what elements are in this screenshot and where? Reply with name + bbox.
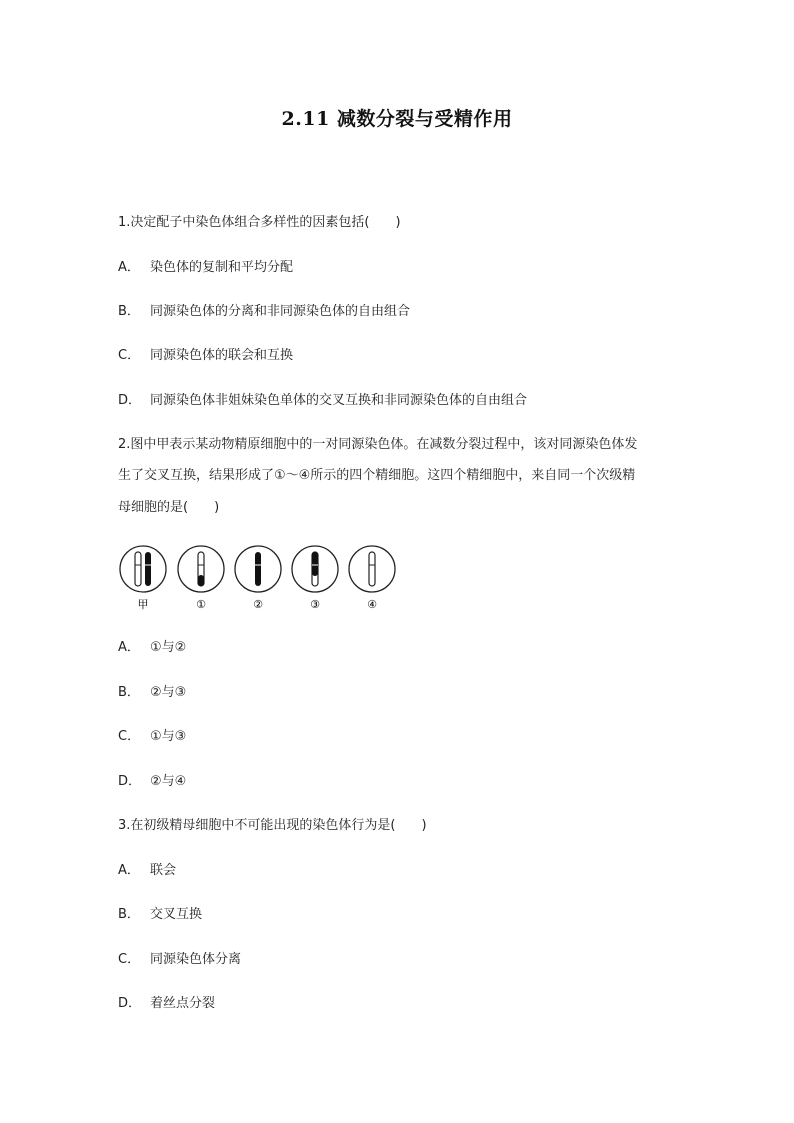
cell-4 <box>349 546 395 592</box>
option-text: 同源染色体分离 <box>150 952 242 967</box>
option-text: 联会 <box>150 863 177 878</box>
option-letter: B． <box>118 304 140 319</box>
question-2-option-d[interactable] <box>118 774 186 790</box>
label-3: ③ <box>310 598 320 611</box>
option-letter: A． <box>118 260 140 275</box>
option-text: 交叉互换 <box>150 907 203 922</box>
cell-1 <box>178 546 224 592</box>
label-4: ④ <box>367 598 377 611</box>
question-2-option-b[interactable] <box>118 685 186 701</box>
question-2-stem-line-1: 2.图中甲表示某动物精原细胞中的一对同源染色体。在减数分裂过程中，该对同源染色体发 <box>118 437 638 452</box>
option-text: 着丝点分裂 <box>150 996 216 1011</box>
label-jia: 甲 <box>137 598 149 611</box>
question-2-option-c[interactable] <box>118 729 186 745</box>
option-text: 同源染色体的分离和非同源染色体的自由组合 <box>150 304 411 319</box>
question-1-option-c[interactable] <box>118 348 293 364</box>
question-3-option-b[interactable] <box>118 907 202 923</box>
cell-3 <box>292 546 338 592</box>
question-1-option-a[interactable] <box>118 260 293 276</box>
question-3-option-d[interactable] <box>118 996 215 1012</box>
cell-jia <box>120 546 166 592</box>
question-1-stem: 1.决定配子中染色体组合多样性的因素包括( ) <box>118 215 401 230</box>
option-letter: D． <box>118 996 142 1011</box>
question-1-option-d[interactable] <box>118 393 527 409</box>
question-3-option-c[interactable] <box>118 952 241 968</box>
option-letter: C． <box>118 729 141 744</box>
option-letter: A． <box>118 640 140 655</box>
question-2-stem-line-2: 生了交叉互换，结果形成了①～④所示的四个精细胞。这四个精细胞中，来自同一个次级精 <box>118 468 636 483</box>
option-letter: C． <box>118 952 141 967</box>
label-1: ① <box>196 598 206 611</box>
option-text: ②与④ <box>150 774 187 789</box>
option-text: 同源染色体的联会和互换 <box>150 348 294 363</box>
option-letter: D． <box>118 393 142 408</box>
question-3-stem: 3.在初级精母细胞中不可能出现的染色体行为是( ) <box>118 818 427 833</box>
option-text: ②与③ <box>150 685 187 700</box>
option-text: 同源染色体非姐妹染色单体的交叉互换和非同源染色体的自由组合 <box>150 393 528 408</box>
page-title: 2.11 减数分裂与受精作用 <box>281 108 513 130</box>
option-letter: D． <box>118 774 142 789</box>
question-2-stem-line-3: 母细胞的是( ) <box>118 500 220 515</box>
question-2-option-a[interactable] <box>118 640 186 656</box>
option-letter: C． <box>118 348 141 363</box>
option-text: 染色体的复制和平均分配 <box>150 260 294 275</box>
option-letter: B． <box>118 907 140 922</box>
cell-2 <box>235 546 281 592</box>
label-2: ② <box>253 598 263 611</box>
option-text: ①与③ <box>150 729 187 744</box>
chromosome-figure <box>118 543 403 615</box>
question-3-option-a[interactable] <box>118 863 176 879</box>
question-1-option-b[interactable] <box>118 304 410 320</box>
option-letter: A． <box>118 863 140 878</box>
option-text: ①与② <box>150 640 187 655</box>
option-letter: B． <box>118 685 140 700</box>
